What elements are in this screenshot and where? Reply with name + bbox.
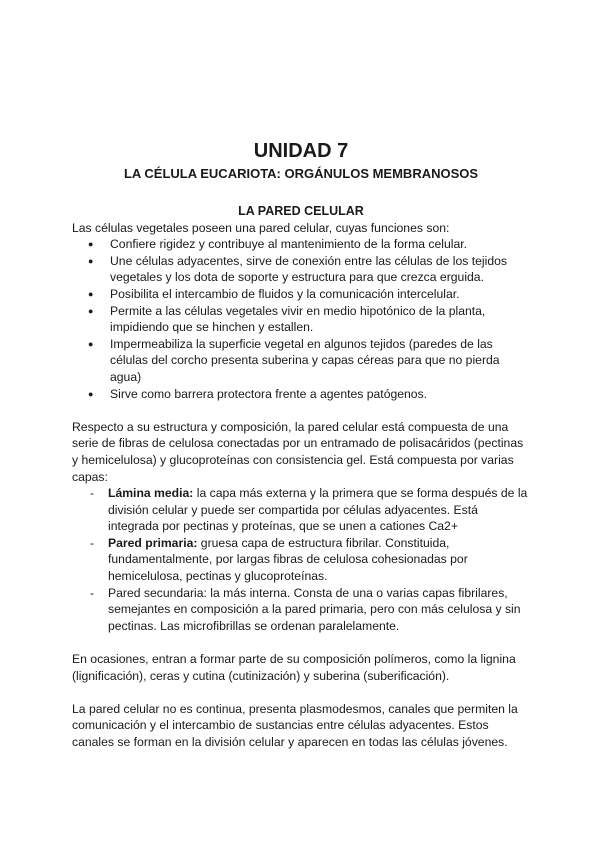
- layer-term: Pared primaria:: [108, 535, 198, 550]
- document-body: [72, 203, 530, 751]
- intro-paragraph: Las células vegetales poseen una pared celular, cuyas funciones son:: [72, 220, 450, 235]
- list-item: ● Impermeabiliza la superficie vegetal en algunos tejidos (paredes de las células del corcho presenta suberina y capas céreas para que no pierda agua): [72, 336, 530, 386]
- polymers-paragraph: En ocasiones, entran a formar parte de su composición polímeros, como la lignina (lignificación), ceras y cutina (cutinización) y suberina (suberificación).: [72, 652, 516, 683]
- list-item: [72, 585, 530, 635]
- layers-list: [72, 485, 530, 634]
- layer-description: gruesa capa de estructura fibrilar. Constituida, fundamentalmente, por largas fibras de celulosa cohesionadas por hemicelulosa, pectinas y glucoproteínas.: [108, 535, 468, 584]
- list-item: ● Confiere rigidez y contribuye al mantenimiento de la forma celular.: [72, 236, 530, 253]
- layer-term: Lámina media:: [108, 486, 194, 501]
- layer-description: Pared secundaria: la más interna. Consta de una o varias capas fibrilares, semejantes en composición a la pared primaria, pero con más celulosa y sin pectinas. Las microfibrillas se ordenan paralelamente.: [108, 585, 521, 633]
- structure-paragraph: Respecto a su estructura y composición, la pared celular está compuesta de una serie de fibras de celulosa conectadas por un entramado de polisacáridos (pectinas y hemicelulosa) y glucoproteínas con consistencia gel. Está compuesta por varias capas:: [72, 419, 524, 484]
- section-heading: LA PARED CELULAR: [238, 204, 364, 218]
- list-item: [72, 535, 530, 585]
- list-item: ● Une células adyacentes, sirve de conexión entre las células de los tejidos vegetales y los dota de soporte y estructura para que crezca erguida.: [72, 253, 530, 286]
- plasmodesmata-paragraph: La pared celular no es continua, presenta plasmodesmos, canales que permiten la comunicación y el intercambio de sustancias entre células adyacentes. Estos canales se forman en la división celular y aparecen en todas las células jóvenes.: [72, 701, 518, 749]
- unit-title: UNIDAD 7: [253, 140, 349, 162]
- layer-description: la capa más externa y la primera que se forma después de la división celular y puede ser compartida por células adyacentes. Está integrada por pectinas y proteínas, que se unen a cationes Ca2+: [108, 486, 528, 534]
- functions-list: [72, 236, 530, 402]
- list-item: ● Sirve como barrera protectora frente a agentes patógenos.: [72, 386, 530, 403]
- list-item: [72, 485, 530, 535]
- list-item: ● Permite a las células vegetales vivir en medio hipotónico de la planta, impidiendo que se hinchen y estallen.: [72, 303, 530, 336]
- chapter-title: LA CÉLULA EUCARIOTA: ORGÁNULOS MEMBRANOSOS: [123, 166, 479, 181]
- list-item: ● Posibilita el intercambio de fluidos y la comunicación intercelular.: [72, 286, 530, 303]
